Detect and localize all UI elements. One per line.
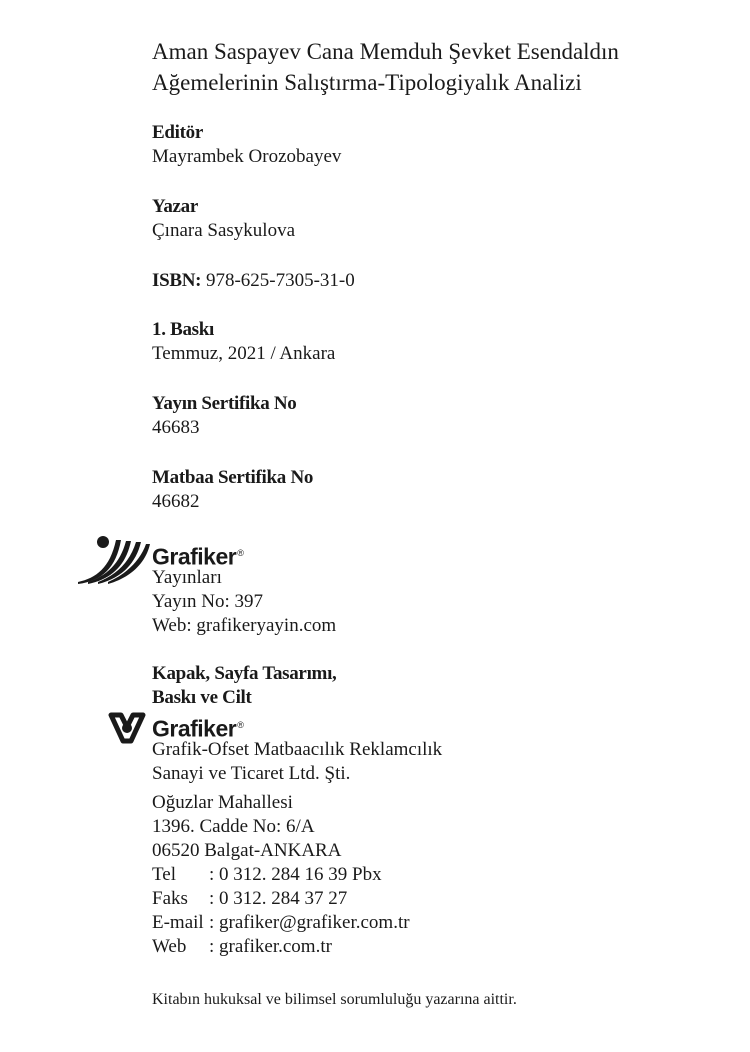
design-section <box>152 662 712 710</box>
publisher-info <box>152 566 712 638</box>
book-title-line-1: Aman Saspayev Cana Memduh Şevket Esendaldın <box>152 39 619 64</box>
registered-mark: ® <box>237 548 244 558</box>
publisher-number: Yayın No: 397 <box>152 591 264 612</box>
book-title <box>152 36 732 98</box>
design-label-line-2: Baskı ve Cilt <box>152 687 252 708</box>
grafiker-printing-logo-icon <box>107 711 147 745</box>
tel-value: : 0 312. 284 16 39 Pbx <box>209 864 382 885</box>
email-row <box>152 911 712 935</box>
publisher-cert-number: 46683 <box>152 417 200 438</box>
publisher-subtitle: Yayınları <box>152 567 222 588</box>
isbn-value: 978-625-7305-31-0 <box>205 270 355 291</box>
print-cert-section <box>152 466 712 514</box>
fax-row <box>152 887 712 911</box>
printer-company <box>152 738 712 786</box>
web-value: : grafiker.com.tr <box>209 936 332 957</box>
address-line-2: 1396. Cadde No: 6/A <box>152 816 315 837</box>
fax-label: Faks <box>152 888 188 909</box>
responsibility-notice: Kitabın hukuksal ve bilimsel sorumluluğu yazarına aittir. <box>152 991 517 1008</box>
book-title-line-2: Ağemelerinin Salıştırma-Tipologiyalık Analizi <box>152 70 582 95</box>
publisher-brand <box>152 541 243 569</box>
tel-row <box>152 863 712 887</box>
web-label: Web <box>152 936 187 957</box>
address-line-3: 06520 Balgat-ANKARA <box>152 840 342 861</box>
print-cert-label: Matbaa Sertifika No <box>152 467 314 488</box>
author-label: Yazar <box>152 196 198 217</box>
publisher-cert-section <box>152 392 712 440</box>
isbn-section <box>152 269 712 293</box>
isbn-label: ISBN: <box>152 270 202 291</box>
address-line-1: Oğuzlar Mahallesi <box>152 792 293 813</box>
printer-brand-name: Grafiker <box>152 715 237 742</box>
edition-date: Temmuz, 2021 / Ankara <box>152 343 336 364</box>
publisher-brand-name: Grafiker <box>152 543 237 570</box>
publisher-cert-label: Yayın Sertifika No <box>152 393 297 414</box>
email-value: : grafiker@grafiker.com.tr <box>209 912 410 933</box>
printer-brand <box>152 713 243 741</box>
tel-label: Tel <box>152 864 176 885</box>
author-name: Çınara Sasykulova <box>152 220 296 241</box>
edition-section <box>152 318 712 366</box>
design-label-line-1: Kapak, Sayfa Tasarımı, <box>152 663 337 684</box>
publisher-website: Web: grafikeryayin.com <box>152 615 337 636</box>
company-name-line-1: Grafik-Ofset Matbaacılık Reklamcılık <box>152 739 443 760</box>
editor-name: Mayrambek Orozobayev <box>152 146 342 167</box>
editor-section <box>152 121 712 169</box>
grafiker-publishing-logo-icon <box>76 534 156 586</box>
print-cert-number: 46682 <box>152 491 200 512</box>
company-name-line-2: Sanayi ve Ticaret Ltd. Şti. <box>152 763 351 784</box>
email-label: E-mail <box>152 912 204 933</box>
edition-label: 1. Baskı <box>152 319 215 340</box>
author-section <box>152 195 712 243</box>
fax-value: : 0 312. 284 37 27 <box>209 888 348 909</box>
editor-label: Editör <box>152 122 203 143</box>
address-section <box>152 791 712 959</box>
web-row <box>152 935 712 959</box>
printer-registered-mark: ® <box>237 720 244 730</box>
